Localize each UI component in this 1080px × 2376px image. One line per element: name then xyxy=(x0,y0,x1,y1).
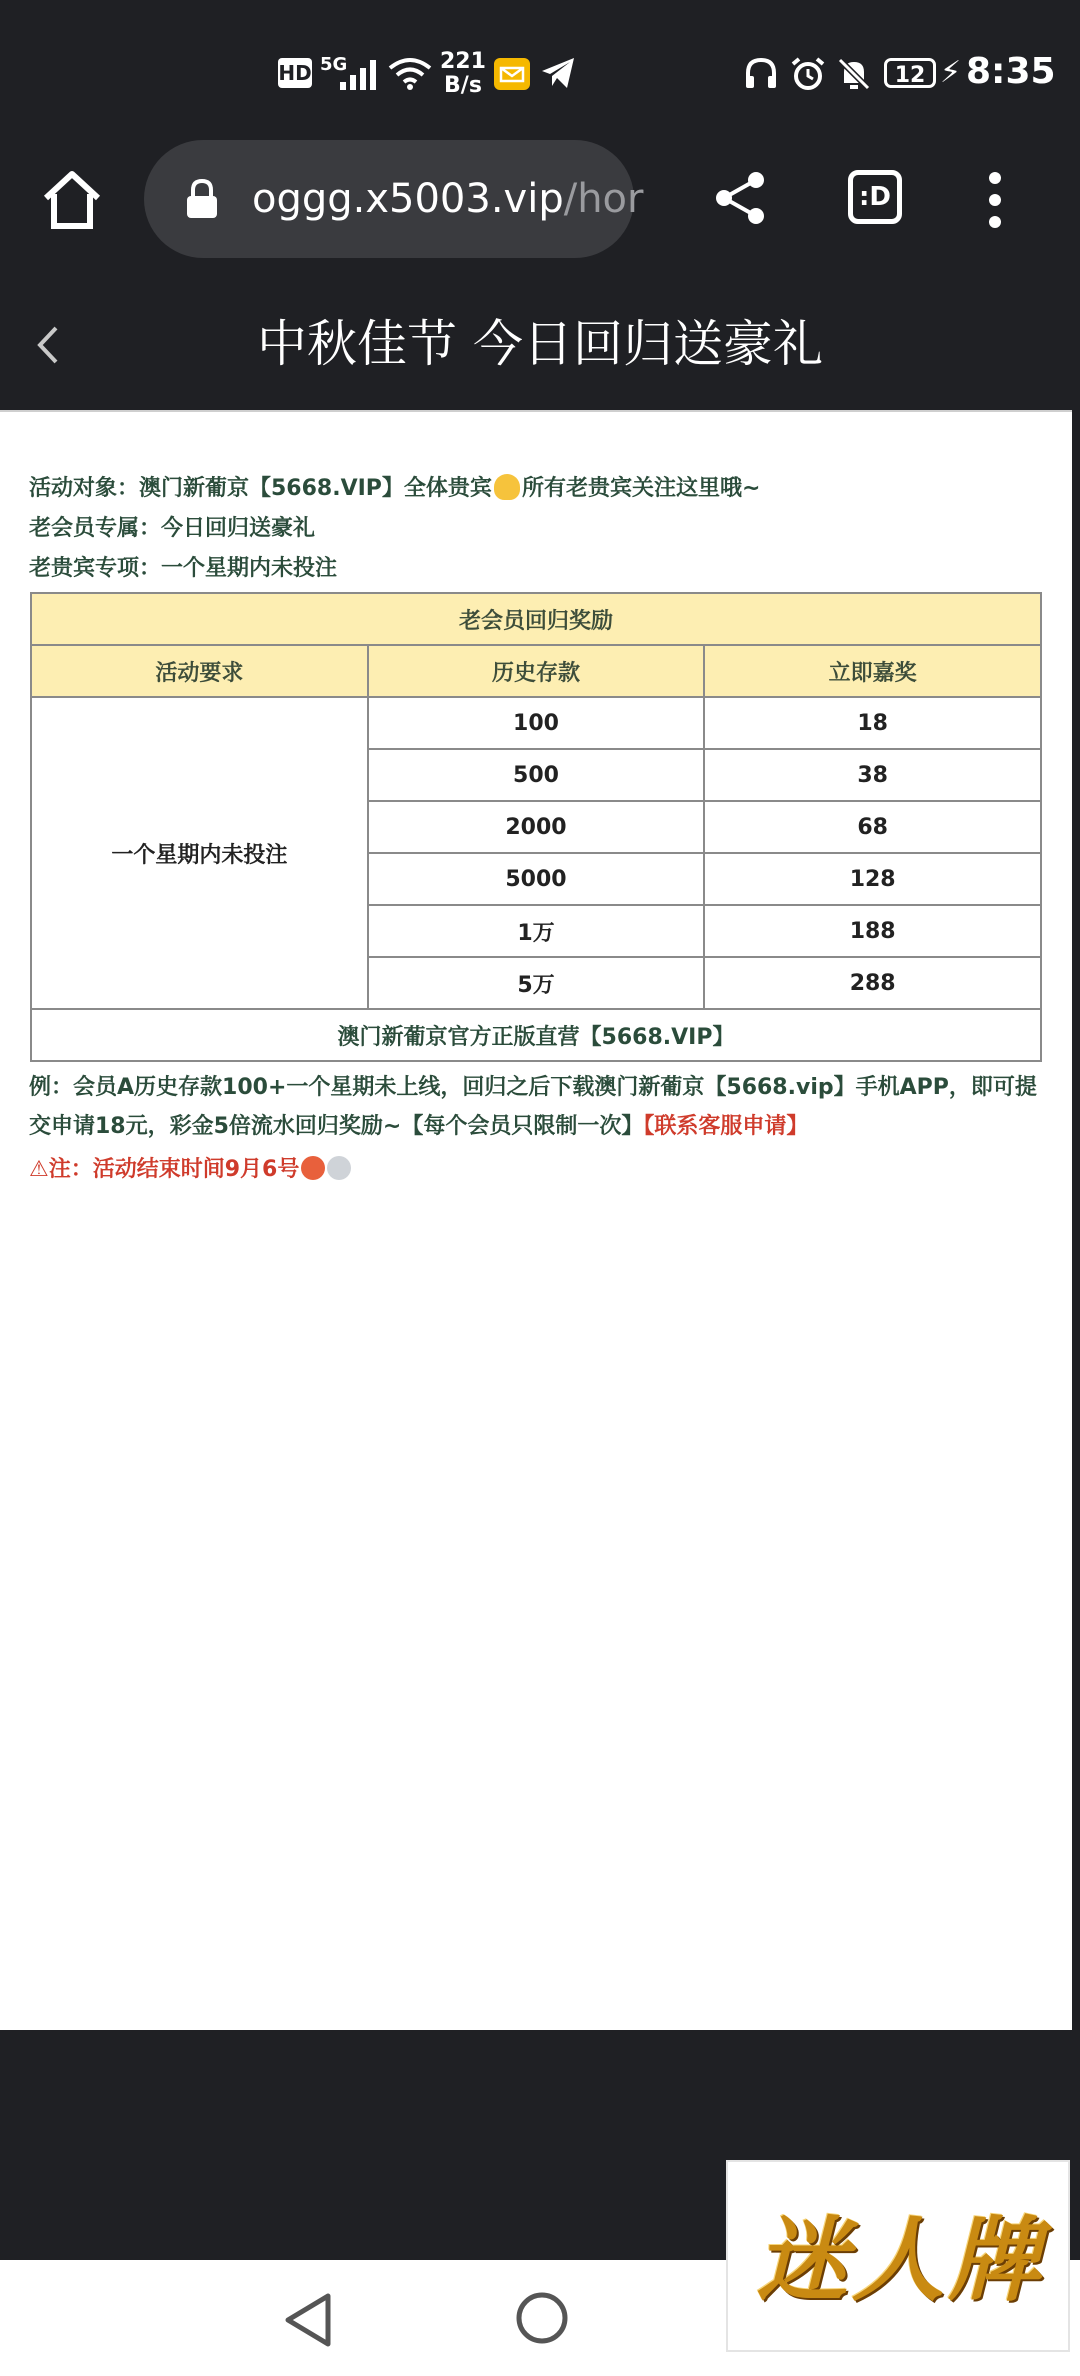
watermark-text: 迷人牌 xyxy=(755,2206,1044,2314)
clock: 8:35 xyxy=(966,51,1056,92)
tabs-button[interactable]: :D xyxy=(848,170,902,224)
charging-icon: ⚡ xyxy=(940,55,962,90)
deposit-cell: 100 xyxy=(368,697,705,749)
deposit-cell: 500 xyxy=(368,749,705,801)
more-menu-icon[interactable] xyxy=(980,170,1010,230)
watermark-logo xyxy=(726,2160,1070,2352)
column-header: 历史存款 xyxy=(368,645,705,697)
table-row xyxy=(31,697,1041,749)
deposit-cell: 5000 xyxy=(368,853,705,905)
info-special: 老贵宾专项：一个星期内未投注 xyxy=(29,556,338,581)
home-icon[interactable] xyxy=(40,168,104,232)
headphones-icon xyxy=(744,56,778,90)
battery-level: 12 xyxy=(884,58,936,88)
deposit-cell: 5万 xyxy=(368,957,705,1009)
hd-indicator: HD xyxy=(278,58,312,88)
reward-cell: 288 xyxy=(704,957,1041,1009)
column-header: 立即嘉奖 xyxy=(704,645,1041,697)
nav-home-icon[interactable] xyxy=(514,2290,570,2346)
reward-cell: 38 xyxy=(704,749,1041,801)
mail-notification-icon xyxy=(494,58,530,90)
signal-icon xyxy=(338,60,378,90)
table-title: 老会员回归奖励 xyxy=(31,593,1041,645)
column-header: 活动要求 xyxy=(31,645,368,697)
reward-cell: 128 xyxy=(704,853,1041,905)
bell-muted-icon xyxy=(836,56,872,92)
wifi-icon xyxy=(388,56,432,90)
info-target: 活动对象：澳门新葡京【5668.VIP】全体贵宾 所有老贵宾关注这里哦~ xyxy=(29,476,761,501)
table-footer: 澳门新葡京官方正版直营【5668.VIP】 xyxy=(31,1009,1041,1061)
reward-cell: 18 xyxy=(704,697,1041,749)
end-date-warning: ⚠注：活动结束时间9月6号 xyxy=(29,1150,351,1190)
requirement-cell: 一个星期内未投注 xyxy=(31,697,368,1009)
url-text: oggg.x5003.vip/hor xyxy=(252,176,644,222)
telegram-icon xyxy=(540,56,576,90)
deposit-cell: 2000 xyxy=(368,801,705,853)
info-exclusive: 老会员专属：今日回归送豪礼 xyxy=(29,516,316,541)
alarm-icon xyxy=(790,56,826,92)
page-title: 中秋佳节 今日回归送豪礼 xyxy=(257,315,823,373)
page-header xyxy=(0,280,1080,410)
alarm-clock-emoji-icon xyxy=(301,1156,325,1180)
network-speed: 221 B/s xyxy=(440,49,486,98)
reward-table xyxy=(30,592,1042,1062)
rock-hand-emoji-icon xyxy=(494,474,520,500)
lock-icon xyxy=(184,178,220,220)
stopwatch-emoji-icon xyxy=(327,1156,351,1180)
status-bar xyxy=(0,0,1080,140)
reward-cell: 188 xyxy=(704,905,1041,957)
share-icon[interactable] xyxy=(710,168,770,228)
network-type: 5G xyxy=(320,54,348,75)
nav-back-icon[interactable] xyxy=(282,2292,334,2348)
promo-content xyxy=(0,410,1072,2032)
reward-cell: 68 xyxy=(704,801,1041,853)
url-bar[interactable] xyxy=(144,140,644,258)
browser-toolbar xyxy=(0,140,1080,260)
example-note: 例：会员A历史存款100+一个星期未上线，回归之后下载澳门新葡京【5668.vip】手机APP，即可提交申请18元，彩金5倍流水回归奖励~【每个会员只限制一次】【联系客服申请】 xyxy=(29,1075,1037,1139)
deposit-cell: 1万 xyxy=(368,905,705,957)
contact-support-link[interactable]: 【联系客服申请】 xyxy=(643,1114,809,1139)
